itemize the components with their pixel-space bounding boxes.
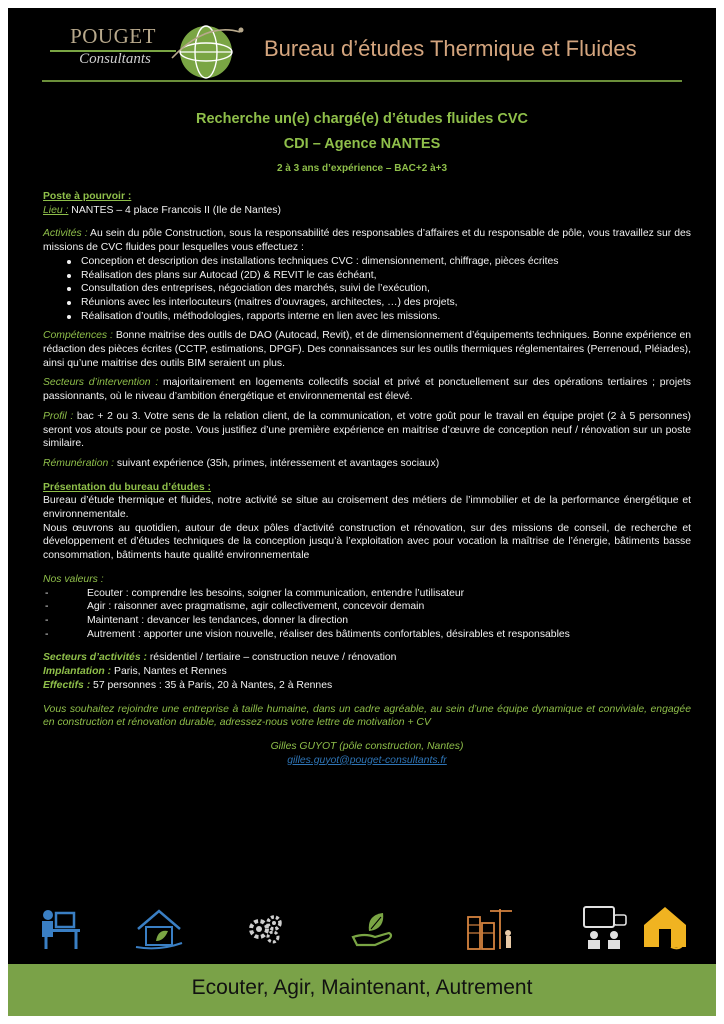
list-item: Réalisation des plans sur Autocad (2D) & REVIT le cas échéant,	[67, 269, 691, 283]
competences-text: Bonne maitrise des outils de DAO (Autocad, Revit), et de dimensionnement d’équipements techniques. Bonne expérience en rédaction des pièces écrites (CCTP, estimations, DPGF). Des connaissances sur les outils thermiques réglementaires (Perrenoud, Pléiades), ainsi qu’une maitrise des outils BIM seraient un plus.	[43, 330, 692, 369]
competences-label: Compétences :	[43, 330, 113, 342]
secteurs-activites-label: Secteurs d’activités :	[43, 652, 147, 664]
list-item: Conception et description des installations techniques CVC : dimensionnement, chiffrage, pièces écrites	[67, 255, 691, 269]
desk-worker-icon	[34, 903, 84, 953]
hand-leaf-icon	[347, 903, 397, 953]
logo-subtitle: Consultants	[79, 51, 151, 67]
house-leaf-icon	[134, 903, 184, 953]
list-item: - Agir : raisonner avec pragmatisme, agir collectivement, concevoir demain	[45, 601, 425, 613]
contact-email-link[interactable]: gilles.guyot@pouget-consultants.fr	[287, 754, 447, 766]
list-item: - Maintenant : devancer les tendances, donner la direction	[45, 614, 349, 626]
poste-heading: Poste à pourvoir :	[43, 191, 132, 202]
presentation-paragraph-2: Nous œuvrons au quotidien, autour de deux pôles d’activité construction et rénovation, sur des missions de conseil, de recherche et développement et d’études techniques de la conception jusqu’à l’exploitation avec pour vocation la maîtrise de l’énergie, bâtiments basse consommation, bâtiments haute qualité environnementale	[43, 522, 691, 562]
list-item: Réalisation d’outils, méthodologies, rapports interne en lien avec les missions.	[67, 310, 691, 324]
company-logo	[48, 18, 248, 84]
icons-row	[34, 903, 694, 955]
job-title: Recherche un(e) chargé(e) d’études fluides CVC	[196, 111, 528, 127]
document-body	[43, 190, 691, 767]
presentation-paragraph-1: Bureau d’étude thermique et fluides, notre activité se situe au croisement des métiers de l’immobilier et de la performance énergétique et environnementale.	[43, 495, 691, 521]
list-item: - Ecouter : comprendre les besoins, soigner la communication, entendre l’utilisateur	[45, 587, 465, 599]
secteurs-activites-value: résidentiel / tertiaire – construction neuve / rénovation	[146, 652, 397, 664]
effectifs-label: Effectifs :	[43, 679, 91, 691]
logo-name: POUGET	[70, 24, 156, 48]
experience-requirement: 2 à 3 ans d’expérience – BAC+2 à+3	[276, 163, 448, 174]
construction-site-icon	[464, 903, 514, 953]
contact-name: Gilles GUYOT (pôle construction, Nantes)	[270, 740, 464, 752]
presentation-heading: Présentation du bureau d’études :	[43, 481, 212, 493]
globe-icon	[166, 18, 246, 84]
document-page	[8, 8, 716, 1016]
list-item: - Autrement : apporter une vision nouvelle, réaliser des bâtiments confortables, désirables et responsables	[45, 628, 570, 640]
header-divider	[42, 80, 682, 82]
meeting-icon	[580, 903, 630, 953]
footer-banner	[8, 964, 716, 1016]
profil-label: Profil :	[43, 410, 74, 422]
remuneration-label: Rémunération :	[43, 457, 115, 469]
activites-text: Au sein du pôle Construction, sous la responsabilité des responsables d’affaires et du responsable de pôle, vous travaillez sur des missions de CVC fluides pour lesquelles vous effectuez :	[43, 228, 691, 254]
list-item: Consultation des entreprises, négociation des marchés, suivi de l’exécution,	[67, 282, 691, 296]
footer-slogan: Ecouter, Agir, Maintenant, Autrement	[191, 976, 533, 999]
valeurs-label: Nos valeurs :	[43, 573, 104, 585]
lieu-value: NANTES – 4 place Francois II (Ile de Nantes)	[68, 204, 281, 216]
activites-label: Activités :	[43, 228, 88, 240]
list-item: Réunions avec les interlocuteurs (maitres d’ouvrages, architectes, …) des projets,	[67, 296, 691, 310]
secteurs-intervention-label: Secteurs d’intervention :	[43, 377, 159, 389]
effectifs-value: 57 personnes : 35 à Paris, 20 à Nantes, 2 à Rennes	[90, 679, 333, 691]
secteurs-intervention-text: majoritairement en logements collectifs social et privé et ponctuellement sur des opérations tertiaires ; projets passionnants, où le niveau d’ambition énergétique et environnemental est élevé.	[43, 377, 691, 403]
implantation-label: Implantation :	[43, 666, 112, 678]
activities-list	[67, 255, 691, 324]
profil-text: bac + 2 ou 3. Votre sens de la relation client, de la communication, et votre goût pour le travail en équipe projet (2 à 5 personnes) seront vos atouts pour ce poste. Vous justifiez d’une première expérience en maitrise d’œuvre de conception neuf / rénovation sur un poste similaire.	[43, 410, 691, 450]
header-title: Bureau d’études Thermique et Fluides	[264, 36, 637, 61]
gears-icon	[241, 903, 291, 953]
closing-paragraph: Vous souhaitez rejoindre une entreprise à taille humaine, dans un cadre agréable, au sein d’une équipe dynamique et conviviale, engagée en construction et rénovation durable, adressez-nous votre lettre de motivation + CV	[43, 703, 691, 729]
lieu-label: Lieu :	[43, 204, 69, 216]
remuneration-text: suivant expérience (35h, primes, intéressement et avantages sociaux)	[114, 457, 440, 469]
implantation-value: Paris, Nantes et Rennes	[111, 666, 227, 678]
contract-location: CDI – Agence NANTES	[283, 136, 441, 152]
smart-house-icon	[640, 903, 690, 953]
